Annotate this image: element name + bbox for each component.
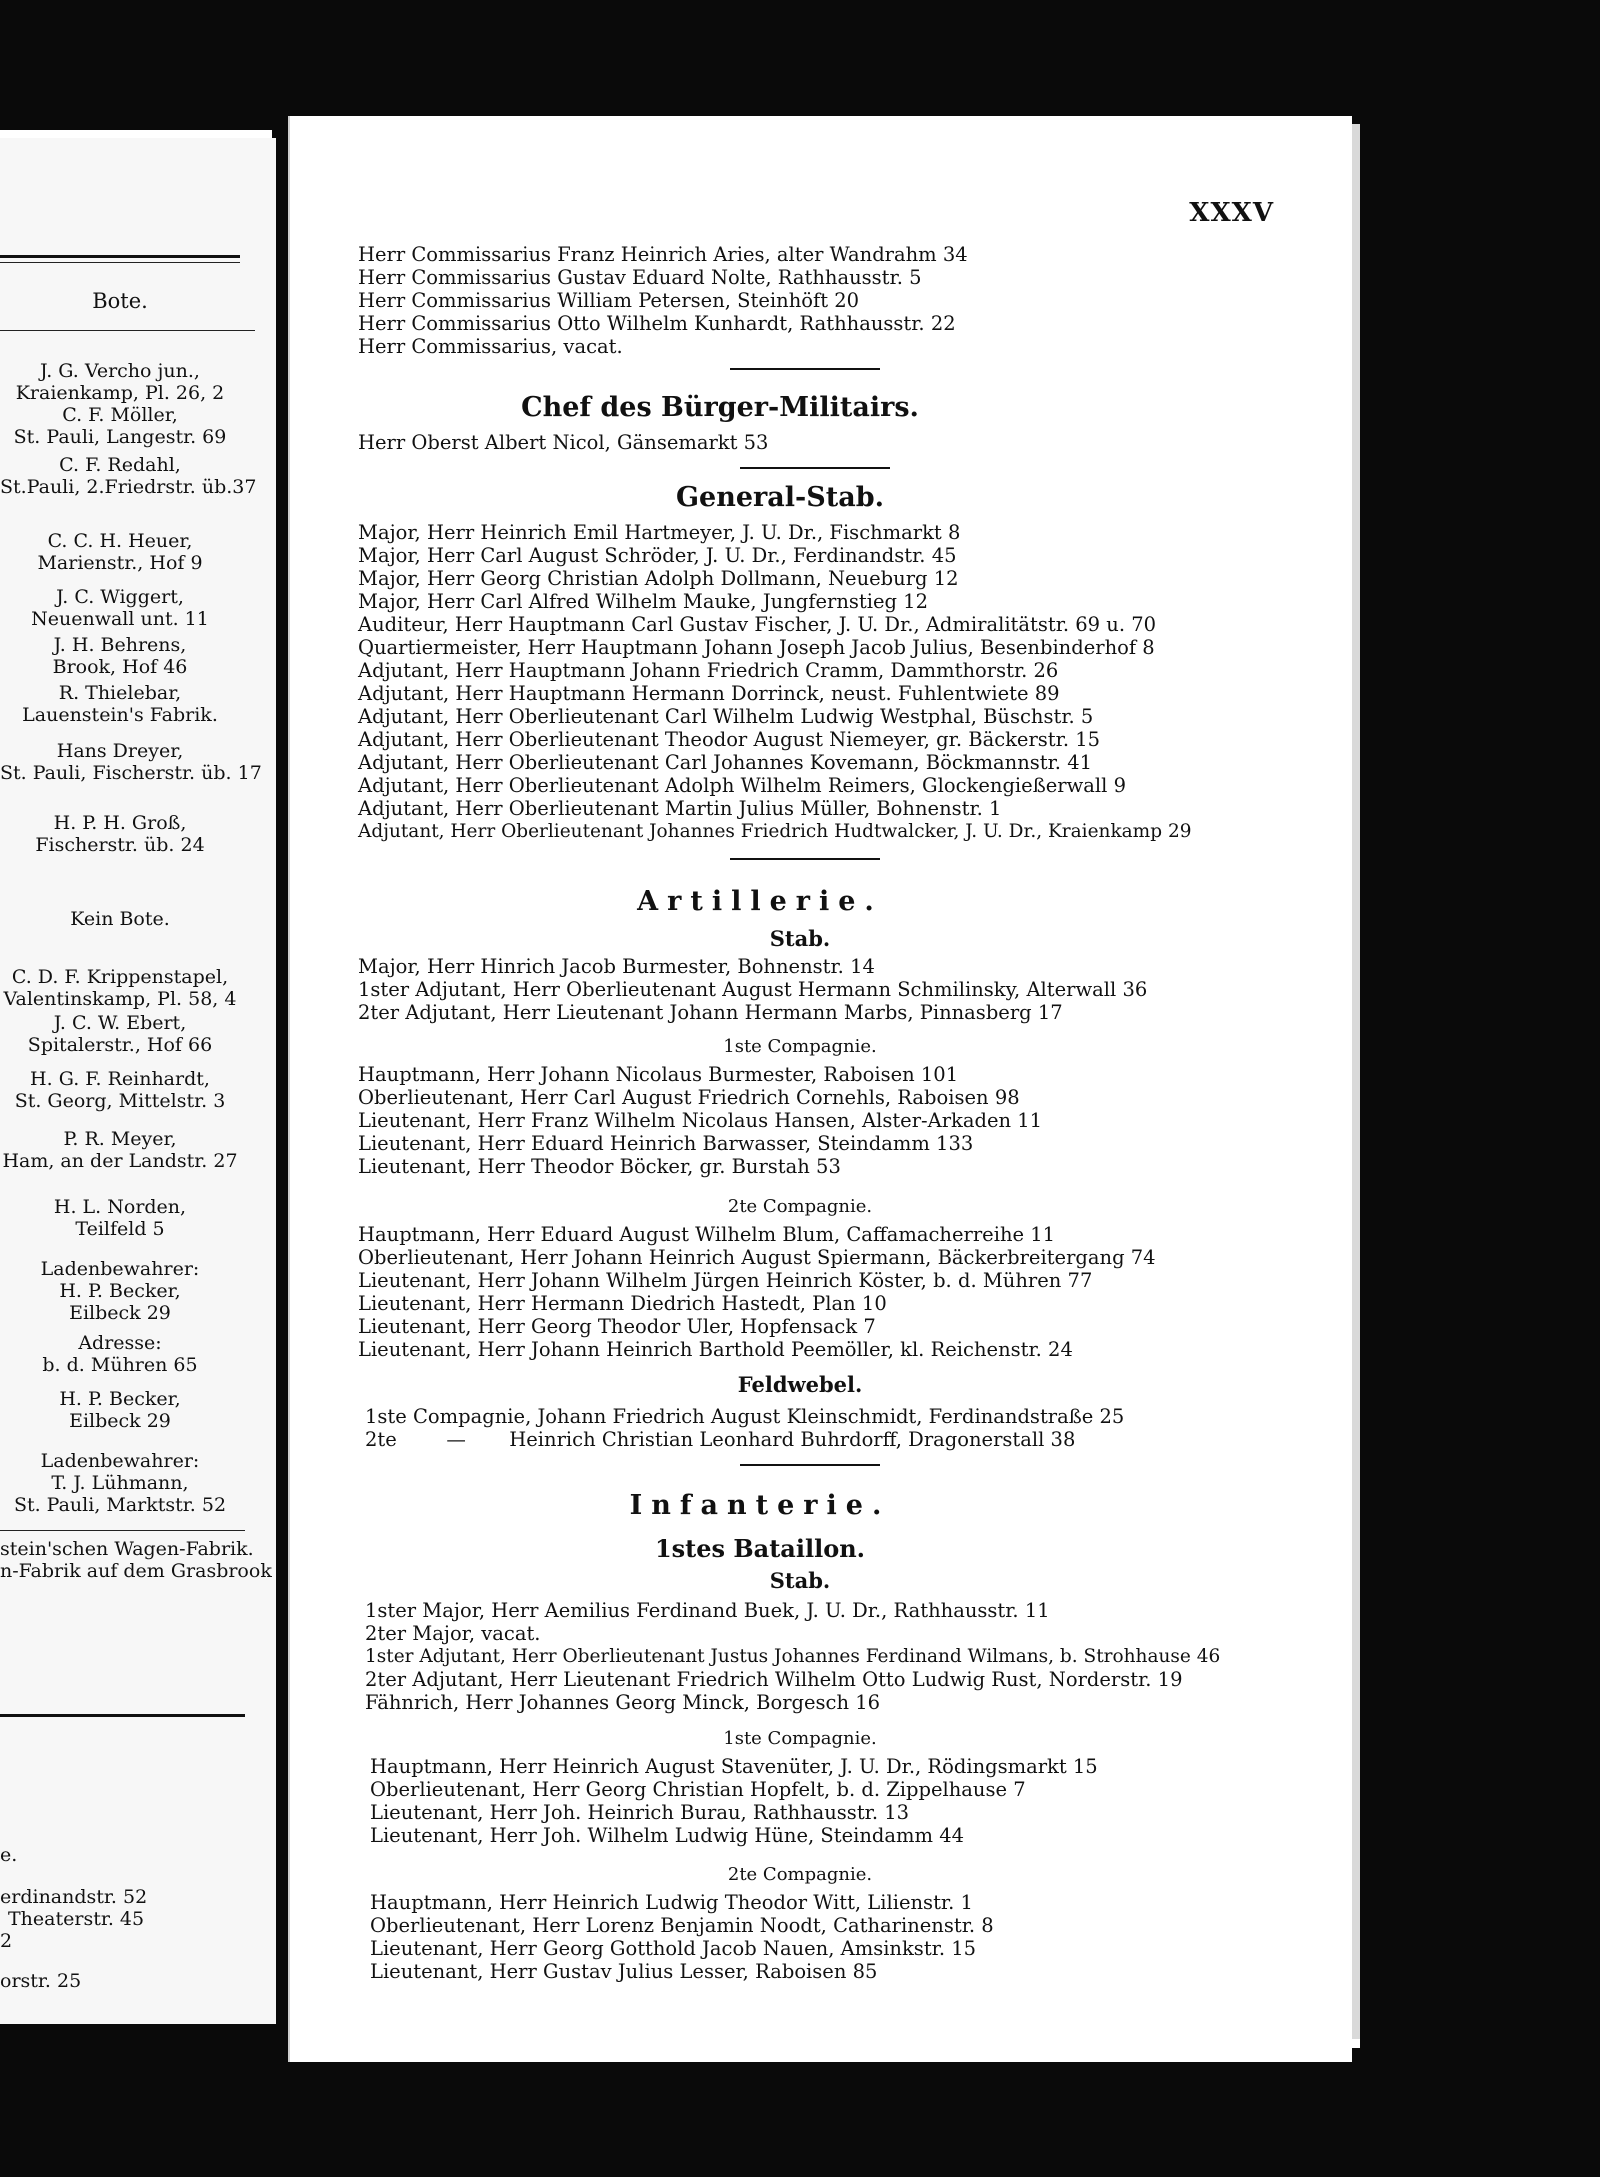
artillerie-comp1-entry: Lieutenant, Herr Theodor Böcker, gr. Burstah 53 xyxy=(358,1155,841,1178)
page-number: XXXV xyxy=(1189,198,1274,228)
left-line: T. J. Lühmann, xyxy=(51,1472,189,1494)
general-stab-entry: Major, Herr Heinrich Emil Hartmeyer, J. U. Dr., Fischmarkt 8 xyxy=(358,521,961,544)
chef-entry: Herr Oberst Albert Nicol, Gänsemarkt 53 xyxy=(358,431,769,454)
artillerie-comp2-entry: Hauptmann, Herr Eduard August Wilhelm Blum, Caffamacherreihe 11 xyxy=(358,1223,1056,1246)
general-stab-entry: Adjutant, Herr Oberlieutenant Theodor August Niemeyer, gr. Bäckerstr. 15 xyxy=(358,728,1101,751)
left-line: H. P. H. Groß, xyxy=(53,812,187,834)
left-line: C. F. Möller, xyxy=(62,404,178,426)
infanterie-comp1-heading: 1ste Compagnie. xyxy=(723,1728,877,1749)
general-stab-entry: Adjutant, Herr Oberlieutenant Adolph Wilhelm Reimers, Glockengießerwall 9 xyxy=(358,774,1126,797)
left-line: Lauenstein's Fabrik. xyxy=(22,704,218,726)
infanterie-comp2-entry: Hauptmann, Herr Heinrich Ludwig Theodor Witt, Lilienstr. 1 xyxy=(370,1891,973,1914)
left-line: St. Pauli, Langestr. 69 xyxy=(13,426,227,448)
commissarius-entry: Herr Commissarius William Petersen, Steinhöft 20 xyxy=(358,289,860,312)
infanterie-stab-heading: Stab. xyxy=(769,1568,831,1593)
left-line: Adresse: xyxy=(78,1332,162,1354)
scan-background-right xyxy=(1360,0,1600,2177)
left-line: Theaterstr. 45 xyxy=(8,1908,145,1930)
section-separator xyxy=(740,1464,880,1466)
left-top-rule xyxy=(0,255,240,258)
general-stab-entry: Adjutant, Herr Hauptmann Hermann Dorrinck, neust. Fuhlentwiete 89 xyxy=(358,682,1060,705)
left-line: Brook, Hof 46 xyxy=(52,656,188,678)
artillerie-comp1-heading: 1ste Compagnie. xyxy=(723,1036,877,1057)
commissarius-entry: Herr Commissarius Otto Wilhelm Kunhardt, Rathhausstr. 22 xyxy=(358,312,956,335)
left-line: erdinandstr. 52 xyxy=(0,1886,148,1908)
chef-heading: Chef des Bürger-Militairs. xyxy=(521,392,919,423)
general-stab-heading: General-Stab. xyxy=(676,482,884,513)
infanterie-stab-entry: 1ster Adjutant, Herr Oberlieutenant Justus Johannes Ferdinand Wilmans, b. Strohhause 46 xyxy=(365,1646,1221,1667)
artillerie-comp2-entry: Lieutenant, Herr Johann Heinrich Barthold Peemöller, kl. Reichenstr. 24 xyxy=(358,1338,1073,1361)
left-line: J. H. Behrens, xyxy=(53,634,187,656)
left-line: Eilbeck 29 xyxy=(69,1410,171,1432)
general-stab-entry: Major, Herr Carl Alfred Wilhelm Mauke, Jungfernstieg 12 xyxy=(358,590,928,613)
artillerie-comp2-entry: Oberlieutenant, Herr Johann Heinrich August Spiermann, Bäckerbreitergang 74 xyxy=(358,1246,1156,1269)
left-line: Kraienkamp, Pl. 26, 2 xyxy=(15,382,225,404)
left-line: St. Pauli, Marktstr. 52 xyxy=(13,1494,227,1516)
general-stab-entry: Major, Herr Carl August Schröder, J. U. Dr., Ferdinandstr. 45 xyxy=(358,544,957,567)
left-line: Valentinskamp, Pl. 58, 4 xyxy=(3,988,237,1010)
left-line: Ladenbewahrer: xyxy=(40,1450,200,1472)
artillerie-comp2-entry: Lieutenant, Herr Johann Wilhelm Jürgen Heinrich Köster, b. d. Mühren 77 xyxy=(358,1269,1093,1292)
infanterie-heading: Infanterie. xyxy=(629,1490,891,1521)
artillerie-stab-entry: Major, Herr Hinrich Jacob Burmester, Bohnenstr. 14 xyxy=(358,955,875,978)
left-heading-rule xyxy=(0,330,255,331)
general-stab-entry: Adjutant, Herr Oberlieutenant Carl Johannes Kovemann, Böckmannstr. 41 xyxy=(358,751,1093,774)
artillerie-comp2-entry: Lieutenant, Herr Georg Theodor Uler, Hopfensack 7 xyxy=(358,1315,876,1338)
general-stab-entry: Auditeur, Herr Hauptmann Carl Gustav Fischer, J. U. Dr., Admiralitätstr. 69 u. 70 xyxy=(358,613,1157,636)
left-line: stein'schen Wagen-Fabrik. xyxy=(0,1538,254,1560)
left-line: P. R. Meyer, xyxy=(63,1128,177,1150)
section-separator xyxy=(740,467,890,469)
infanterie-comp2-entry: Oberlieutenant, Herr Lorenz Benjamin Noodt, Catharinenstr. 8 xyxy=(370,1914,994,1937)
left-line: Fischerstr. üb. 24 xyxy=(35,834,205,856)
artillerie-comp2-heading: 2te Compagnie. xyxy=(727,1196,873,1217)
left-line: J. G. Vercho jun., xyxy=(40,360,200,382)
general-stab-entry: Major, Herr Georg Christian Adolph Dollmann, Neueburg 12 xyxy=(358,567,959,590)
right-page xyxy=(288,116,1352,2062)
left-line: Ham, an der Landstr. 27 xyxy=(2,1150,238,1172)
section-separator xyxy=(730,368,880,370)
left-line: Eilbeck 29 xyxy=(69,1302,171,1324)
general-stab-entry: Adjutant, Herr Oberlieutenant Johannes Friedrich Hudtwalcker, J. U. Dr., Kraienkamp 29 xyxy=(358,821,1192,842)
infanterie-comp1-entry: Lieutenant, Herr Joh. Heinrich Burau, Rathhausstr. 13 xyxy=(370,1801,910,1824)
left-line: orstr. 25 xyxy=(0,1970,82,1992)
left-mid-rule xyxy=(0,1530,245,1531)
left-line: R. Thielebar, xyxy=(58,682,182,704)
left-line: n-Fabrik auf dem Grasbrook xyxy=(0,1560,272,1582)
feldwebel-heading: Feldwebel. xyxy=(737,1372,863,1397)
general-stab-entry: Adjutant, Herr Oberlieutenant Martin Julius Müller, Bohnenstr. 1 xyxy=(358,797,1002,820)
left-line: Hans Dreyer, xyxy=(56,740,184,762)
left-low-rule xyxy=(0,1714,245,1717)
feldwebel-entry: 2te — Heinrich Christian Leonhard Buhrdorff, Dragonerstall 38 xyxy=(365,1428,1076,1451)
infanterie-stab-entry: 1ster Major, Herr Aemilius Ferdinand Buek, J. U. Dr., Rathhausstr. 11 xyxy=(365,1599,1050,1622)
left-line: e. xyxy=(0,1844,18,1866)
artillerie-comp1-entry: Oberlieutenant, Herr Carl August Friedrich Cornehls, Raboisen 98 xyxy=(358,1086,1020,1109)
general-stab-entry: Adjutant, Herr Hauptmann Johann Friedrich Cramm, Dammthorstr. 26 xyxy=(358,659,1059,682)
left-top-rule-2 xyxy=(0,262,240,263)
infanterie-comp1-entry: Oberlieutenant, Herr Georg Christian Hopfelt, b. d. Zippelhause 7 xyxy=(370,1778,1026,1801)
commissarius-entry: Herr Commissarius, vacat. xyxy=(358,335,623,358)
scan-background-left-strip xyxy=(300,0,360,40)
infanterie-comp1-entry: Hauptmann, Herr Heinrich August Stavenüter, J. U. Dr., Rödingsmarkt 15 xyxy=(370,1755,1098,1778)
feldwebel-entry: 1ste Compagnie, Johann Friedrich August Kleinschmidt, Ferdinandstraße 25 xyxy=(365,1405,1125,1428)
left-line: Marienstr., Hof 9 xyxy=(37,552,203,574)
commissarius-entry: Herr Commissarius Gustav Eduard Nolte, Rathhausstr. 5 xyxy=(358,266,922,289)
section-separator xyxy=(730,858,880,860)
artillerie-stab-heading: Stab. xyxy=(769,926,831,951)
left-line: H. G. F. Reinhardt, xyxy=(30,1068,210,1090)
infanterie-stab-entry: Fähnrich, Herr Johannes Georg Minck, Borgesch 16 xyxy=(365,1691,881,1714)
left-line: 2 xyxy=(0,1930,13,1952)
artillerie-comp2-entry: Lieutenant, Herr Hermann Diedrich Hastedt, Plan 10 xyxy=(358,1292,887,1315)
left-line: C. C. H. Heuer, xyxy=(47,530,193,552)
left-line: St. Pauli, Fischerstr. üb. 17 xyxy=(0,762,262,784)
left-line: Teilfeld 5 xyxy=(75,1218,165,1240)
left-line: Spitalerstr., Hof 66 xyxy=(27,1034,213,1056)
left-heading: Bote. xyxy=(92,289,148,313)
scan-background-bottom xyxy=(280,2048,1380,2177)
artillerie-comp1-entry: Lieutenant, Herr Eduard Heinrich Barwasser, Steindamm 133 xyxy=(358,1132,974,1155)
bataillon-heading: 1stes Bataillon. xyxy=(654,1534,866,1563)
commissarius-entry: Herr Commissarius Franz Heinrich Aries, alter Wandrahm 34 xyxy=(358,243,968,266)
left-line: H. P. Becker, xyxy=(59,1388,181,1410)
artillerie-stab-entry: 2ter Adjutant, Herr Lieutenant Johann Hermann Marbs, Pinnasberg 17 xyxy=(358,1001,1063,1024)
left-line: Kein Bote. xyxy=(70,908,170,930)
infanterie-stab-entry: 2ter Major, vacat. xyxy=(365,1622,541,1645)
infanterie-comp2-entry: Lieutenant, Herr Gustav Julius Lesser, Raboisen 85 xyxy=(370,1960,878,1983)
artillerie-comp1-entry: Lieutenant, Herr Franz Wilhelm Nicolaus Hansen, Alster-Arkaden 11 xyxy=(358,1109,1043,1132)
infanterie-comp1-entry: Lieutenant, Herr Joh. Wilhelm Ludwig Hüne, Steindamm 44 xyxy=(370,1824,965,1847)
left-line: J. C. W. Ebert, xyxy=(53,1012,187,1034)
artillerie-heading: Artillerie. xyxy=(637,886,883,917)
left-line: St. Georg, Mittelstr. 3 xyxy=(14,1090,226,1112)
left-line: C. F. Redahl, xyxy=(59,454,181,476)
infanterie-comp2-heading: 2te Compagnie. xyxy=(727,1864,873,1885)
left-line: H. L. Norden, xyxy=(53,1196,187,1218)
left-page xyxy=(0,138,276,2024)
infanterie-stab-entry: 2ter Adjutant, Herr Lieutenant Friedrich Wilhelm Otto Ludwig Rust, Norderstr. 19 xyxy=(365,1668,1183,1691)
general-stab-entry: Adjutant, Herr Oberlieutenant Carl Wilhelm Ludwig Westphal, Büschstr. 5 xyxy=(358,705,1094,728)
infanterie-comp2-entry: Lieutenant, Herr Georg Gotthold Jacob Nauen, Amsinkstr. 15 xyxy=(370,1937,977,1960)
artillerie-stab-entry: 1ster Adjutant, Herr Oberlieutenant August Hermann Schmilinsky, Alterwall 36 xyxy=(358,978,1148,1001)
left-line: H. P. Becker, xyxy=(59,1280,181,1302)
left-line: Neuenwall unt. 11 xyxy=(31,608,209,630)
left-line: St.Pauli, 2.Friedrstr. üb.37 xyxy=(0,476,257,498)
left-line: C. D. F. Krippenstapel, xyxy=(11,966,229,988)
left-line: Ladenbewahrer: xyxy=(40,1258,200,1280)
scan-background-bottom-left xyxy=(0,2024,290,2177)
left-line: J. C. Wiggert, xyxy=(56,586,184,608)
general-stab-entry: Quartiermeister, Herr Hauptmann Johann Joseph Jacob Julius, Besenbinderhof 8 xyxy=(358,636,1155,659)
artillerie-comp1-entry: Hauptmann, Herr Johann Nicolaus Burmester, Raboisen 101 xyxy=(358,1063,959,1086)
left-line: b. d. Mühren 65 xyxy=(42,1354,198,1376)
